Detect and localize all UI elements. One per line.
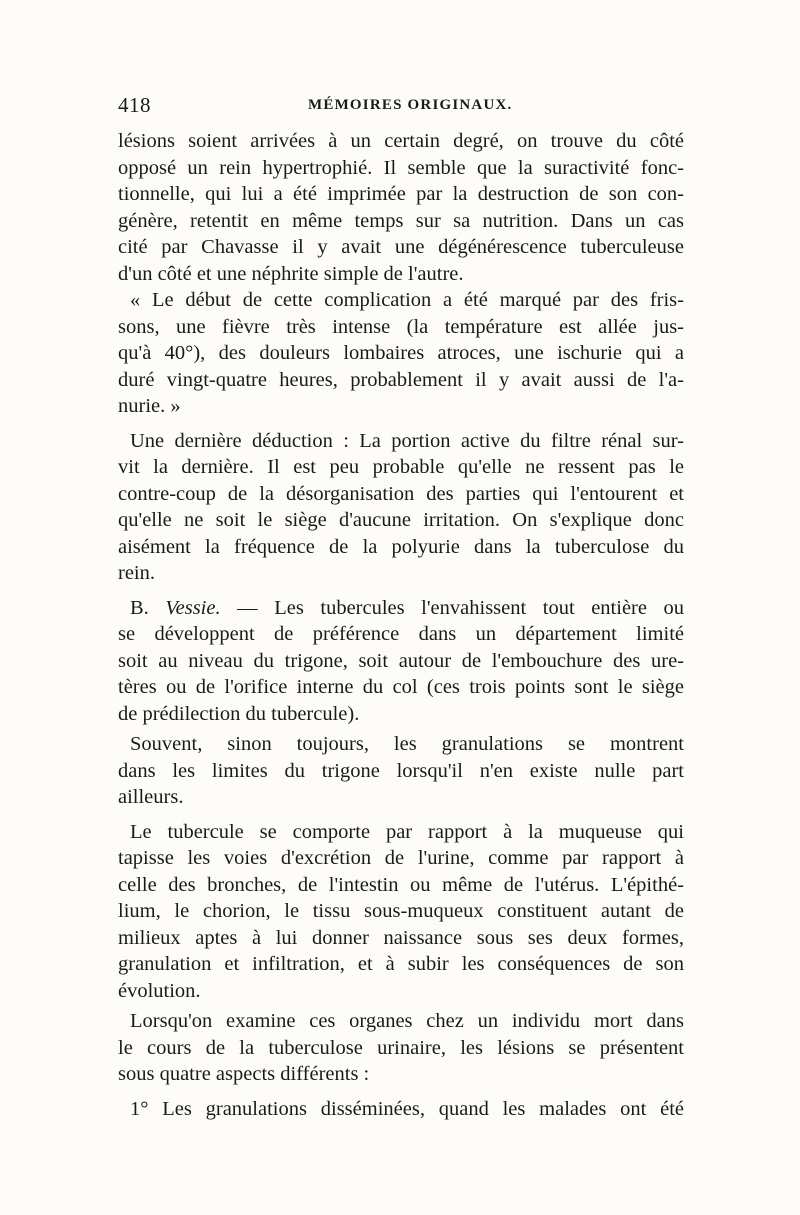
- paragraph: [118, 1096, 684, 1123]
- text-line: qu'à 40°), des douleurs lombaires atroces, une ischurie qui a: [118, 342, 684, 364]
- text-line: se développent de préférence dans un département limité: [118, 623, 684, 645]
- paragraph-gap: [118, 420, 684, 428]
- text-line: sons, une fièvre très intense (la température est allée jus-: [118, 315, 684, 338]
- text-line: Une dernière déduction : La portion active du filtre rénal sur-: [130, 429, 684, 452]
- text-line: sous quatre aspects différents :: [118, 1063, 370, 1085]
- text-line: contre-coup de la désorganisation des parties qui l'entourent et: [118, 482, 684, 505]
- text-line: Souvent, sinon toujours, les granulations se montrent: [130, 733, 684, 755]
- running-title: MÉMOIRES ORIGINAUX.: [308, 97, 513, 113]
- text-line: évolution.: [118, 979, 201, 1002]
- text-line: qu'elle ne soit le siège d'aucune irritation. On s'explique donc: [118, 509, 684, 531]
- text-line: tapisse les voies d'excrétion de l'urine, comme par rapport à: [118, 847, 684, 869]
- paragraph-gap: [118, 1088, 684, 1096]
- text-line: d'un côté et une néphrite simple de l'autre.: [118, 262, 464, 285]
- section-first-line: — Les tubercules l'envahissent tout entière ou: [237, 596, 684, 619]
- paragraph: [118, 595, 684, 728]
- paragraph-gap: [118, 587, 684, 595]
- text-line: celle des bronches, de l'intestin ou même de l'utérus. L'épithé-: [118, 873, 684, 896]
- text-line: lium, le chorion, le tissu sous-muqueux constituent autant de: [118, 900, 684, 922]
- text-line: lésions soient arrivées à un certain degré, on trouve du côté: [118, 130, 684, 152]
- paragraph-gap: [118, 811, 684, 819]
- text-line: milieux aptes à lui donner naissance sous ses deux formes,: [118, 926, 684, 949]
- text-line: 1° Les granulations disséminées, quand les malades ont été: [130, 1097, 684, 1120]
- text-line: duré vingt-quatre heures, probablement il y avait aussi de l'a-: [118, 368, 684, 391]
- paragraph: [118, 128, 684, 287]
- section-title: Vessie.: [165, 596, 221, 619]
- text-line: dans les limites du trigone lorsqu'il n'en existe nulle part: [118, 759, 684, 782]
- paragraph: [118, 287, 684, 420]
- text-line: le cours de la tuberculose urinaire, les lésions se présentent: [118, 1036, 684, 1059]
- page-header: [118, 93, 684, 121]
- paragraph: [118, 428, 684, 587]
- text-line: soit au niveau du trigone, soit autour de l'embouchure des ure-: [118, 649, 684, 672]
- text-line: tionnelle, qui lui a été imprimée par la destruction de son con-: [118, 183, 684, 205]
- text-line: Le tubercule se comporte par rapport à la muqueuse qui: [130, 820, 684, 843]
- body-text: [118, 128, 684, 1122]
- text-line: ailleurs.: [118, 786, 184, 808]
- text-line: nurie. »: [118, 395, 181, 417]
- text-line: génère, retentit en même temps sur sa nutrition. Dans un cas: [118, 209, 684, 232]
- paragraph: [118, 819, 684, 1005]
- text-line: cité par Chavasse il y avait une dégénérescence tuberculeuse: [118, 236, 684, 258]
- text-line: « Le début de cette complication a été marqué par des fris-: [130, 289, 684, 311]
- text-line: Lorsqu'on examine ces organes chez un individu mort dans: [130, 1010, 684, 1032]
- text-line: granulation et infiltration, et à subir les conséquences de son: [118, 953, 684, 975]
- page-number: 418: [118, 93, 151, 117]
- text-line: opposé un rein hypertrophié. Il semble que la suractivité fonc-: [118, 156, 684, 179]
- paragraph: [118, 731, 684, 811]
- section-label: B.: [130, 596, 149, 619]
- text-line: aisément la fréquence de la polyurie dans la tuberculose du: [118, 535, 684, 558]
- text-line: tères ou de l'orifice interne du col (ces trois points sont le siège: [118, 676, 684, 698]
- text-line: vit la dernière. Il est peu probable qu'elle ne ressent pas le: [118, 456, 684, 478]
- section-heading-line: [118, 595, 684, 622]
- text-line: rein.: [118, 562, 155, 584]
- paragraph: [118, 1008, 684, 1088]
- text-line: de prédilection du tubercule).: [118, 702, 360, 725]
